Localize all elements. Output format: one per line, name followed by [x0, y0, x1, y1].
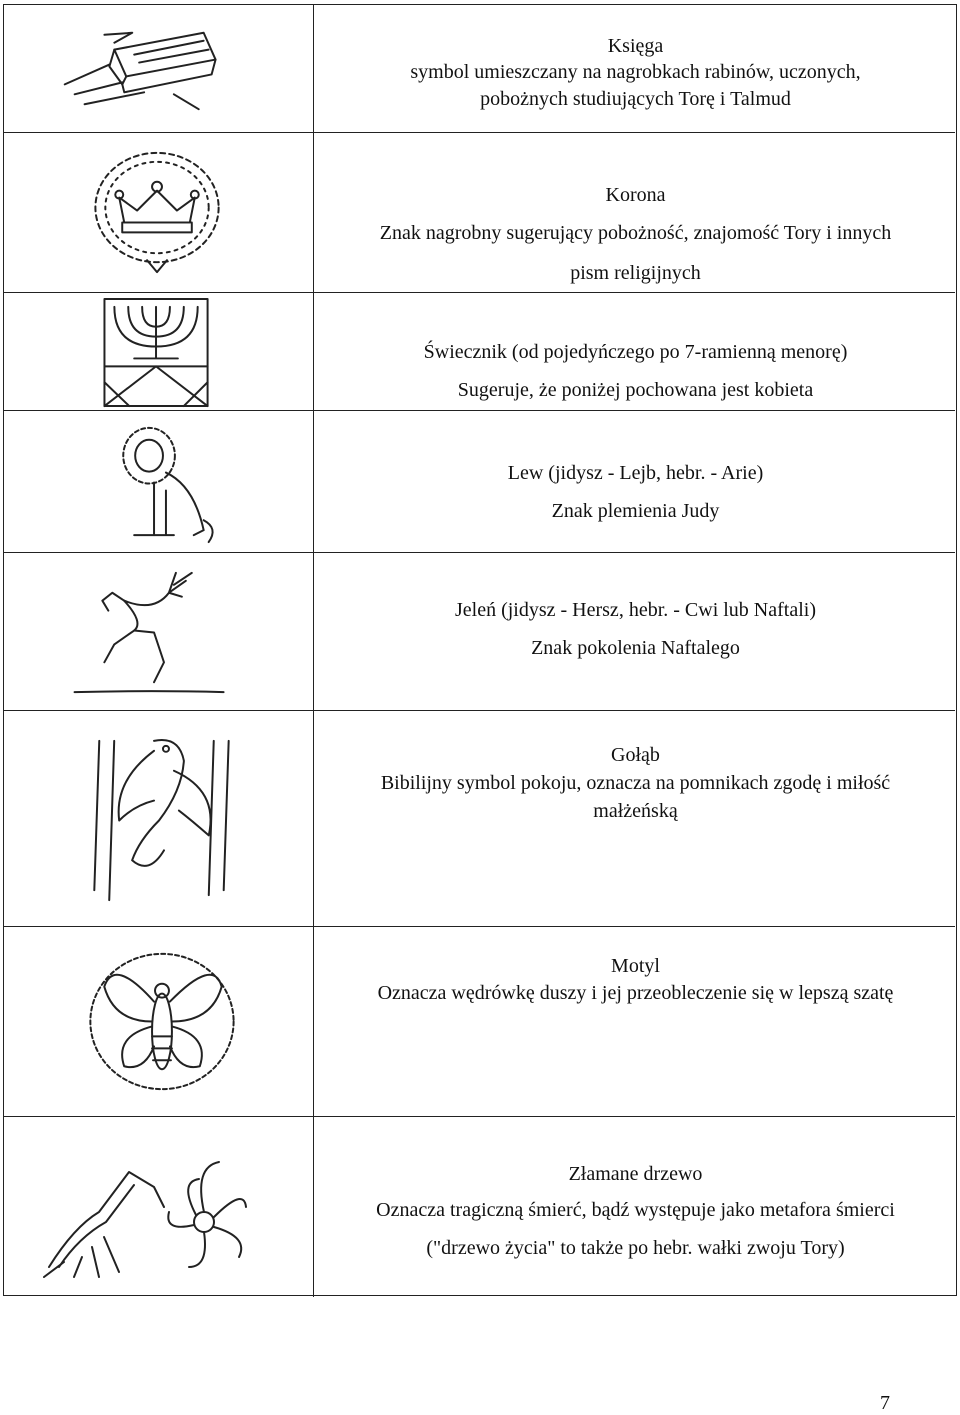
table-row [4, 133, 955, 293]
description-line: Znak pokolenia Naftalego [531, 637, 740, 659]
candlestick-icon [4, 293, 314, 410]
symbols-table [3, 4, 957, 1296]
dove-icon [4, 711, 314, 926]
symbol-title: Korona [605, 184, 666, 206]
page-number: 7 [880, 1392, 890, 1414]
butterfly-icon [4, 927, 314, 1116]
image-cell [4, 927, 314, 1116]
description-line: Lew (jidysz - Lejb, hebr. - Arie) [507, 462, 764, 484]
broken-tree-icon [4, 1117, 314, 1297]
description-cell [316, 133, 955, 292]
description-line: Bibilijny symbol pokoju, oznacza na pomnikach zgodę i miłość [380, 772, 891, 794]
description-line: Oznacza wędrówkę duszy i jej przeobleczenie się w lepszą szatę [377, 982, 894, 1004]
symbol-title: Księga [607, 35, 664, 57]
description-line: pism religijnych [570, 262, 701, 284]
symbol-title: Motyl [611, 955, 660, 977]
image-cell [4, 133, 314, 292]
image-cell [4, 411, 314, 552]
table-row [4, 553, 955, 711]
description-line: Znak plemienia Judy [551, 500, 720, 522]
description-line: Sugeruje, że poniżej pochowana jest kobieta [457, 379, 814, 401]
description-cell [316, 5, 955, 132]
description-line: Oznacza tragiczną śmierć, bądź występuje jako metafora śmierci [376, 1199, 895, 1221]
image-cell [4, 5, 314, 132]
crown-icon [4, 133, 314, 292]
image-cell [4, 293, 314, 410]
table-row [4, 411, 955, 553]
description-line: symbol umieszczany na nagrobkach rabinów, uczonych, [410, 61, 861, 83]
description-cell [316, 553, 955, 710]
image-cell [4, 553, 314, 710]
description-cell [316, 411, 955, 552]
lion-icon [4, 411, 314, 552]
description-line: Znak nagrobny sugerujący pobożność, znajomość Tory i innych [379, 222, 892, 244]
table-row [4, 1117, 955, 1297]
description-cell [316, 711, 955, 926]
description-line: małżeńską [593, 800, 678, 822]
book-icon [4, 5, 314, 132]
table-row [4, 5, 955, 133]
description-line: Jeleń (jidysz - Hersz, hebr. - Cwi lub Naftali) [454, 599, 816, 621]
description-line: pobożnych studiujących Torę i Talmud [480, 88, 791, 110]
table-row [4, 711, 955, 927]
image-cell [4, 711, 314, 926]
description-line: Świecznik (od pojedyńczego po 7-ramienną menorę) [423, 341, 848, 363]
image-cell [4, 1117, 314, 1297]
table-row [4, 293, 955, 411]
table-row [4, 927, 955, 1117]
description-cell [316, 1117, 955, 1297]
description-cell [316, 293, 955, 410]
description-cell [316, 927, 955, 1116]
symbol-title: Złamane drzewo [568, 1163, 703, 1185]
description-line: ("drzewo życia" to także po hebr. wałki zwoju Tory) [426, 1237, 845, 1259]
symbol-title: Gołąb [611, 744, 660, 766]
deer-icon [4, 553, 314, 710]
